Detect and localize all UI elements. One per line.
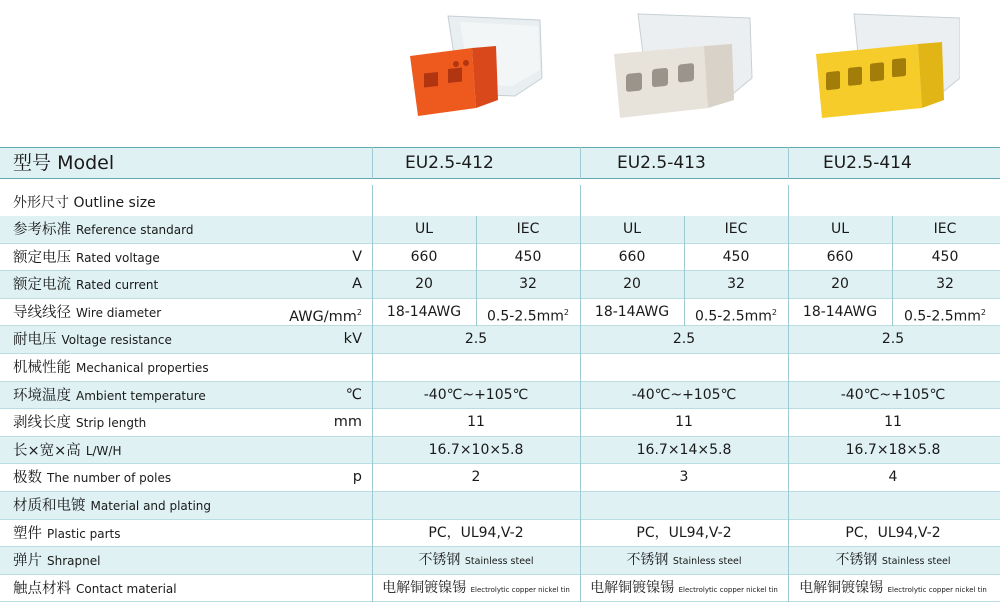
- column-divider: [892, 216, 893, 326]
- spec-row: [0, 354, 1000, 381]
- spec-value: 16.7×14×5.8: [636, 441, 732, 458]
- spec-label-cn: 材质和电镀: [13, 498, 86, 514]
- spec-value-en: Stainless steel: [464, 556, 534, 568]
- spec-value: IEC: [516, 221, 540, 237]
- spec-value: PC，UL94,V-2: [428, 524, 524, 541]
- spec-label-cn: 机械性能: [13, 360, 71, 376]
- spec-value: -40℃~+105℃: [840, 386, 946, 403]
- spec-value: 2.5: [672, 331, 696, 348]
- spec-unit: p: [352, 469, 362, 486]
- spec-value: 16.7×18×5.8: [845, 441, 941, 458]
- spec-unit: ℃: [345, 386, 362, 403]
- model-name: EU2.5-414: [823, 153, 912, 173]
- spec-row: [0, 244, 1000, 271]
- model-title: [13, 148, 114, 178]
- spec-value: 32: [519, 276, 537, 293]
- spec-value: 4: [888, 469, 898, 486]
- spec-row: [0, 326, 1000, 353]
- spec-value: 32: [936, 276, 954, 293]
- spec-value: PC，UL94,V-2: [845, 524, 941, 541]
- spec-row: [0, 520, 1000, 547]
- spec-value: 18-14AWG: [802, 303, 878, 320]
- spec-value: 电解铜镀镍锡 Electrolytic copper nickel tin: [382, 579, 570, 596]
- spec-label: [13, 437, 121, 465]
- spec-label-cn: 弹片: [13, 553, 42, 570]
- spec-value: IEC: [724, 221, 748, 237]
- spec-label-cn: 触点材料: [13, 580, 71, 597]
- spec-value-en: Stainless steel: [672, 556, 742, 568]
- spec-value: 16.7×10×5.8: [428, 441, 524, 458]
- spec-label: [13, 520, 121, 548]
- spec-label: [13, 299, 161, 327]
- spec-label-cn: 长×宽×高: [13, 442, 81, 459]
- spec-label-en: Ambient temperature: [76, 388, 206, 403]
- spec-unit: V: [352, 248, 362, 265]
- spec-label-cn: 极数: [13, 470, 42, 487]
- spec-row: [0, 575, 1000, 602]
- spec-value: 450: [931, 248, 959, 265]
- spec-label-en: Mechanical properties: [76, 361, 209, 375]
- spec-label-en: Rated voltage: [76, 250, 160, 265]
- spec-unit: kV: [343, 331, 362, 348]
- spec-label: [13, 575, 177, 603]
- spec-label: [13, 216, 193, 244]
- spec-value: 450: [722, 248, 750, 265]
- spec-label-en: Rated current: [76, 278, 159, 293]
- spec-label-cn: 环境温度: [13, 387, 71, 404]
- model-title-cn: 型号: [13, 152, 52, 174]
- spec-value: 不锈钢 Stainless steel: [835, 552, 951, 569]
- model-header-row: [0, 147, 1000, 179]
- column-divider: [580, 185, 581, 602]
- connector-2pole-image: [400, 8, 550, 126]
- spec-label-en: Material and plating: [90, 499, 212, 513]
- spec-label: [13, 464, 171, 492]
- spec-value: 11: [467, 414, 485, 431]
- spec-value: 3: [679, 469, 689, 486]
- spec-value: 2.5: [881, 331, 905, 348]
- spec-label: [13, 244, 160, 272]
- spec-unit: AWG/$mm^2$: [289, 307, 362, 325]
- spec-label-cn: 塑件: [13, 525, 42, 542]
- spec-label: [13, 354, 209, 382]
- spec-value: -40℃~+105℃: [631, 386, 737, 403]
- spec-label-cn: 额定电流: [13, 277, 71, 294]
- spec-value: 11: [884, 414, 902, 431]
- spec-label-en: Wire diameter: [76, 305, 162, 320]
- spec-value: 不锈钢 Stainless steel: [626, 552, 742, 569]
- spec-label: [13, 271, 158, 299]
- spec-row: [0, 409, 1000, 436]
- spec-label-en: Strip length: [76, 416, 147, 431]
- spec-value: $0.5-2.5mm^2$: [695, 307, 777, 325]
- spec-label-en: Shrapnel: [47, 554, 101, 569]
- spec-value-en: Stainless steel: [881, 556, 951, 568]
- spec-value: PC，UL94,V-2: [636, 524, 732, 541]
- spec-value: $0.5-2.5mm^2$: [904, 307, 986, 325]
- spec-value-en: Electrolytic copper nickel tin: [887, 585, 987, 594]
- connector-4pole-image: [810, 8, 960, 126]
- model-name: EU2.5-412: [405, 153, 494, 173]
- spec-label-en: The number of poles: [47, 471, 172, 486]
- spec-value: IEC: [933, 221, 957, 237]
- spec-label: [13, 409, 146, 437]
- spec-value: UL: [414, 221, 434, 237]
- spec-row: [0, 437, 1000, 464]
- column-divider: [788, 185, 789, 602]
- spec-label-cn: 参考标准: [13, 222, 71, 238]
- spec-unit: mm: [333, 414, 362, 431]
- column-divider: [372, 185, 373, 602]
- spec-value: UL: [830, 221, 850, 237]
- spec-label: [13, 326, 172, 354]
- spec-label: [13, 492, 211, 520]
- spec-value: 18-14AWG: [594, 303, 670, 320]
- model-title-en: Model: [57, 152, 115, 174]
- spec-row: [0, 492, 1000, 519]
- spec-label-en: Voltage resistance: [61, 333, 172, 348]
- row-divider: [0, 601, 1000, 602]
- spec-value: 11: [675, 414, 693, 431]
- spec-value: 20: [623, 276, 641, 293]
- spec-unit: A: [352, 276, 362, 293]
- spec-label-cn: 导线线径: [13, 304, 71, 321]
- spec-value: $0.5-2.5mm^2$: [487, 307, 569, 325]
- spec-value-en: Electrolytic copper nickel tin: [470, 585, 570, 594]
- spec-value: 2.5: [464, 331, 488, 348]
- model-name: EU2.5-413: [617, 153, 706, 173]
- connector-3pole-image: [608, 8, 758, 126]
- spec-label-en: Plastic parts: [47, 526, 121, 541]
- spec-label-cn: 耐电压: [13, 332, 57, 349]
- spec-row: [0, 382, 1000, 409]
- spec-label-cn: 剥线长度: [13, 415, 71, 432]
- spec-value: 电解铜镀镍锡 Electrolytic copper nickel tin: [799, 579, 987, 596]
- spec-row: [0, 299, 1000, 326]
- spec-value: 20: [415, 276, 433, 293]
- spec-value: 18-14AWG: [386, 303, 462, 320]
- spec-label-en: Reference standard: [76, 223, 194, 237]
- spec-value: -40℃~+105℃: [423, 386, 529, 403]
- spec-value: 20: [831, 276, 849, 293]
- spec-value-en: Electrolytic copper nickel tin: [678, 585, 778, 594]
- spec-label-en: L/W/H: [85, 443, 122, 458]
- spec-value: UL: [622, 221, 642, 237]
- column-divider: [372, 147, 373, 179]
- spec-label-cn: 额定电压: [13, 249, 71, 266]
- column-divider: [476, 216, 477, 326]
- spec-value: 32: [727, 276, 745, 293]
- spec-row: [0, 216, 1000, 243]
- spec-value: 不锈钢 Stainless steel: [418, 552, 534, 569]
- spec-label: [13, 382, 206, 410]
- spec-value: 660: [618, 248, 646, 265]
- outline-cn: 外形尺寸: [13, 195, 69, 211]
- column-divider: [580, 147, 581, 179]
- spec-value: 660: [410, 248, 438, 265]
- spec-value: 2: [471, 469, 481, 486]
- spec-value: 450: [514, 248, 542, 265]
- column-divider: [684, 216, 685, 326]
- spec-label-en: Contact material: [76, 581, 177, 596]
- spec-value: 660: [826, 248, 854, 265]
- outline-size-heading: [13, 192, 156, 212]
- outline-en: Outline size: [73, 195, 156, 211]
- spec-value: 电解铜镀镍锡 Electrolytic copper nickel tin: [590, 579, 778, 596]
- spec-row: [0, 464, 1000, 491]
- spec-row: [0, 547, 1000, 574]
- spec-row: [0, 271, 1000, 298]
- spec-label: [13, 547, 100, 575]
- column-divider: [788, 147, 789, 179]
